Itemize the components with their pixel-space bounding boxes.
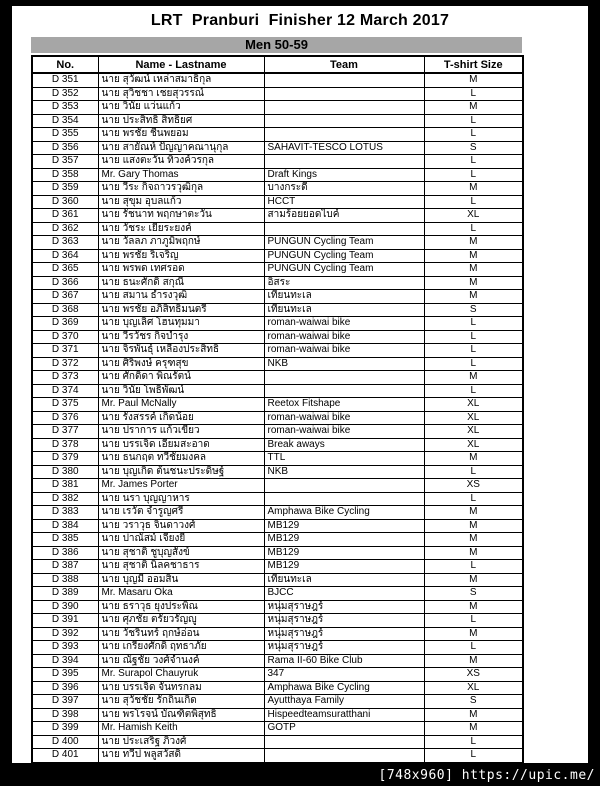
team-cell: อิสระ (264, 276, 424, 290)
no-cell: D 397 (32, 695, 98, 709)
name-cell: นาย ปาณัสม์ เจี้ยงยี่ (98, 533, 264, 547)
team-cell: MB129 (264, 560, 424, 574)
size-cell: L (424, 195, 523, 209)
table-row (32, 614, 523, 628)
table-row (32, 236, 523, 250)
team-cell: NKB (264, 465, 424, 479)
no-cell: D 365 (32, 263, 98, 277)
no-cell: D 364 (32, 249, 98, 263)
size-cell: L (424, 641, 523, 655)
no-cell: D 361 (32, 209, 98, 223)
name-cell: Mr. Hamish Keith (98, 722, 264, 736)
size-cell: M (424, 600, 523, 614)
name-cell: นาย สุวัชชัย รักถิ่นเกิด (98, 695, 264, 709)
size-cell: L (424, 168, 523, 182)
table-row (32, 708, 523, 722)
name-cell: นาย ศิริพงษ์ ครุฑสุข (98, 357, 264, 371)
size-cell: S (424, 141, 523, 155)
size-cell: M (424, 627, 523, 641)
size-cell: XL (424, 425, 523, 439)
col-header-team: Team (264, 56, 424, 73)
table-row (32, 128, 523, 142)
team-cell: Hispeedteamsuratthani (264, 708, 424, 722)
team-cell (264, 371, 424, 385)
size-cell: M (424, 519, 523, 533)
team-cell: roman-waiwai bike (264, 344, 424, 358)
table-row (32, 533, 523, 547)
table-row (32, 276, 523, 290)
table-row (32, 357, 523, 371)
team-cell: SAHAVIT-TESCO LOTUS (264, 141, 424, 155)
no-cell: D 382 (32, 492, 98, 506)
name-cell: นาย บรรเจิด จันทรกลม (98, 681, 264, 695)
no-cell: D 371 (32, 344, 98, 358)
name-cell: นาย สายัณห์ ปัญญาคณานุกุล (98, 141, 264, 155)
table-row (32, 290, 523, 304)
no-cell: D 390 (32, 600, 98, 614)
size-cell: L (424, 317, 523, 331)
size-cell: M (424, 722, 523, 736)
team-cell (264, 114, 424, 128)
name-cell: นาย พรโรจน์ บัณฑิตพิสุทธิ์ (98, 708, 264, 722)
team-cell: MB129 (264, 519, 424, 533)
size-cell: L (424, 155, 523, 169)
size-cell: XL (424, 209, 523, 223)
table-row (32, 114, 523, 128)
size-cell: XS (424, 668, 523, 682)
name-cell: นาย บุญมี ออมสิน (98, 573, 264, 587)
category-header: Men 50-59 (31, 37, 522, 53)
team-cell: roman-waiwai bike (264, 317, 424, 331)
team-cell: เทียนทะเล (264, 573, 424, 587)
team-cell: HCCT (264, 195, 424, 209)
team-cell: บางกระดี่ (264, 182, 424, 196)
no-cell: D 356 (32, 141, 98, 155)
name-cell: นาย ธนะศักดิ์ สกุณี (98, 276, 264, 290)
no-cell: D 379 (32, 452, 98, 466)
name-cell: นาย ศักดิ์ดา พิณรัตน์ (98, 371, 264, 385)
size-cell: L (424, 357, 523, 371)
header-row (32, 56, 523, 73)
table-row (32, 87, 523, 101)
size-cell: XS (424, 479, 523, 493)
table-row (32, 668, 523, 682)
table-row (32, 452, 523, 466)
size-cell: M (424, 506, 523, 520)
team-cell: Reetox Fitshape (264, 398, 424, 412)
name-cell: นาย สุวัฒน์ เหล่าสมาธิกุล (98, 73, 264, 87)
no-cell: D 357 (32, 155, 98, 169)
table-row (32, 384, 523, 398)
team-cell: MB129 (264, 533, 424, 547)
table-row (32, 182, 523, 196)
size-cell: M (424, 236, 523, 250)
size-cell: L (424, 465, 523, 479)
size-cell: L (424, 114, 523, 128)
team-cell (264, 492, 424, 506)
name-cell: นาย ณัฐชัย วงศ์จำนงค์ (98, 654, 264, 668)
name-cell: นาย วราวุธ จินดาวงศ์ (98, 519, 264, 533)
table-row (32, 168, 523, 182)
size-cell: XL (424, 438, 523, 452)
size-cell: S (424, 587, 523, 601)
name-cell: นาย สุชาติ นิลคชาธาร (98, 560, 264, 574)
name-cell: นาย นรา บุญญาหาร (98, 492, 264, 506)
table-row (32, 519, 523, 533)
table-row (32, 546, 523, 560)
name-cell: นาย วินัย แว่นแก้ว (98, 101, 264, 115)
table-row (32, 101, 523, 115)
no-cell: D 377 (32, 425, 98, 439)
team-cell: Break aways (264, 438, 424, 452)
table-row (32, 749, 523, 763)
no-cell: D 370 (32, 330, 98, 344)
table-row (32, 600, 523, 614)
table-row (32, 371, 523, 385)
team-cell (264, 73, 424, 87)
size-cell: M (424, 533, 523, 547)
team-cell: PUNGUN Cycling Team (264, 249, 424, 263)
size-cell: XL (424, 411, 523, 425)
team-cell (264, 155, 424, 169)
name-cell: นาย วีระ กิจถาวรวุฒิกุล (98, 182, 264, 196)
no-cell: D 386 (32, 546, 98, 560)
name-cell: นาย ทวีป พลูสวัสดิ์ (98, 749, 264, 763)
name-cell: นาย รัชนาท พฤกษาตะวัน (98, 209, 264, 223)
team-cell: Rama II-60 Bike Club (264, 654, 424, 668)
size-cell: S (424, 695, 523, 709)
size-cell: L (424, 614, 523, 628)
team-cell: MB129 (264, 546, 424, 560)
no-cell: D 372 (32, 357, 98, 371)
table-row (32, 263, 523, 277)
team-cell: หนุ่มสุราษฎร์ (264, 600, 424, 614)
table-row (32, 195, 523, 209)
name-cell: Mr. Surapol Chauyruk (98, 668, 264, 682)
name-cell: นาย วัชระ เยียระยงค์ (98, 222, 264, 236)
size-cell: M (424, 101, 523, 115)
name-cell: นาย เกรียงศักดิ์ ฤทธาภัย (98, 641, 264, 655)
no-cell: D 399 (32, 722, 98, 736)
no-cell: D 367 (32, 290, 98, 304)
size-cell: XL (424, 398, 523, 412)
name-cell: นาย วัชรินทร์ ฤกษ์อ่อน (98, 627, 264, 641)
no-cell: D 359 (32, 182, 98, 196)
no-cell: D 400 (32, 735, 98, 749)
team-cell: roman-waiwai bike (264, 425, 424, 439)
no-cell: D 393 (32, 641, 98, 655)
no-cell: D 381 (32, 479, 98, 493)
col-header-size: T-shirt Size (424, 56, 523, 73)
size-cell: L (424, 492, 523, 506)
name-cell: นาย รังสรรค์ เกิดน้อย (98, 411, 264, 425)
size-cell: L (424, 384, 523, 398)
size-cell: M (424, 263, 523, 277)
name-cell: นาย พรชัย ชื่นพยอม (98, 128, 264, 142)
no-cell: D 394 (32, 654, 98, 668)
no-cell: D 391 (32, 614, 98, 628)
name-cell: นาย จิรพันธุ์ เหลืองประสิทธิ์ (98, 344, 264, 358)
team-cell: สามร้อยยอดไบค์ (264, 209, 424, 223)
size-cell: M (424, 73, 523, 87)
no-cell: D 396 (32, 681, 98, 695)
team-cell: Draft Kings (264, 168, 424, 182)
name-cell: นาย สุวิชชา เชยสุวรรณ์ (98, 87, 264, 101)
team-cell: หนุ่มสุราษฎร์ (264, 641, 424, 655)
team-cell: เทียนทะเล (264, 303, 424, 317)
team-cell (264, 749, 424, 763)
no-cell: D 395 (32, 668, 98, 682)
col-header-name: Name - Lastname (98, 56, 264, 73)
table-row (32, 627, 523, 641)
team-cell (264, 735, 424, 749)
name-cell: Mr. James Porter (98, 479, 264, 493)
table-row (32, 479, 523, 493)
size-cell: M (424, 573, 523, 587)
table-row (32, 222, 523, 236)
team-cell (264, 222, 424, 236)
size-cell: M (424, 708, 523, 722)
col-header-no: No. (32, 56, 98, 73)
table-row (32, 465, 523, 479)
team-cell: Amphawa Bike Cycling (264, 506, 424, 520)
team-cell: BJCC (264, 587, 424, 601)
name-cell: นาย วีรวัชร กิจบำรุง (98, 330, 264, 344)
table-row (32, 506, 523, 520)
finisher-table (31, 55, 524, 764)
no-cell: D 384 (32, 519, 98, 533)
no-cell: D 368 (32, 303, 98, 317)
team-cell (264, 128, 424, 142)
results-page (12, 6, 588, 763)
name-cell: Mr. Paul McNally (98, 398, 264, 412)
no-cell: D 373 (32, 371, 98, 385)
no-cell: D 366 (32, 276, 98, 290)
table-row (32, 141, 523, 155)
table-row (32, 330, 523, 344)
size-cell: L (424, 128, 523, 142)
name-cell: นาย สุขุม อุบลแก้ว (98, 195, 264, 209)
table-row (32, 249, 523, 263)
size-cell: L (424, 87, 523, 101)
name-cell: นาย พรชัย อภิสิทธิ์มนตรี (98, 303, 264, 317)
table-row (32, 317, 523, 331)
no-cell: D 358 (32, 168, 98, 182)
size-cell: L (424, 560, 523, 574)
team-cell: หนุ่มสุราษฎร์ (264, 614, 424, 628)
name-cell: นาย ประเสริฐ ภิวงศ์ (98, 735, 264, 749)
name-cell: นาย วินัย โพธิพัฒน์ (98, 384, 264, 398)
no-cell: D 375 (32, 398, 98, 412)
team-cell (264, 479, 424, 493)
no-cell: D 389 (32, 587, 98, 601)
table-row (32, 344, 523, 358)
no-cell: D 378 (32, 438, 98, 452)
team-cell: TTL (264, 452, 424, 466)
watermark: [748x960] https://upic.me/ (378, 768, 595, 783)
name-cell: นาย ประสิทธิ์ สิทธิยศ (98, 114, 264, 128)
table-container (31, 37, 522, 764)
team-cell: 347 (264, 668, 424, 682)
size-cell: L (424, 222, 523, 236)
no-cell: D 369 (32, 317, 98, 331)
team-cell: เทียนทะเล (264, 290, 424, 304)
no-cell: D 362 (32, 222, 98, 236)
table-row (32, 722, 523, 736)
no-cell: D 392 (32, 627, 98, 641)
table-row (32, 209, 523, 223)
name-cell: นาย บุญเกิด ต้นชนะประดิษฐ์ (98, 465, 264, 479)
size-cell: M (424, 276, 523, 290)
table-row (32, 303, 523, 317)
table-row (32, 641, 523, 655)
no-cell: D 401 (32, 749, 98, 763)
no-cell: D 355 (32, 128, 98, 142)
team-cell: หนุ่มสุราษฎร์ (264, 627, 424, 641)
name-cell: นาย เรวัต จำรูญศรี (98, 506, 264, 520)
table-row (32, 560, 523, 574)
no-cell: D 374 (32, 384, 98, 398)
table-row (32, 735, 523, 749)
team-cell: roman-waiwai bike (264, 411, 424, 425)
size-cell: XL (424, 681, 523, 695)
size-cell: M (424, 546, 523, 560)
no-cell: D 398 (32, 708, 98, 722)
no-cell: D 388 (32, 573, 98, 587)
no-cell: D 385 (32, 533, 98, 547)
size-cell: L (424, 330, 523, 344)
table-row (32, 654, 523, 668)
table-row (32, 573, 523, 587)
no-cell: D 387 (32, 560, 98, 574)
table-row (32, 398, 523, 412)
name-cell: นาย บรรเจิด เอี่ยมสะอาด (98, 438, 264, 452)
size-cell: M (424, 654, 523, 668)
table-row (32, 695, 523, 709)
no-cell: D 380 (32, 465, 98, 479)
name-cell: นาย สมาน ธำรงวุฒิ (98, 290, 264, 304)
name-cell: นาย พรพด เทศรอด (98, 263, 264, 277)
size-cell: L (424, 749, 523, 763)
team-cell (264, 384, 424, 398)
table-row (32, 587, 523, 601)
name-cell: นาย แสงตะวัน ทิวงค์วรกุล (98, 155, 264, 169)
table-row (32, 411, 523, 425)
name-cell: นาย ปราการ แก้วเขียว (98, 425, 264, 439)
table-row (32, 438, 523, 452)
size-cell: M (424, 249, 523, 263)
no-cell: D 354 (32, 114, 98, 128)
size-cell: M (424, 371, 523, 385)
size-cell: L (424, 735, 523, 749)
team-cell: roman-waiwai bike (264, 330, 424, 344)
name-cell: Mr. Masaru Oka (98, 587, 264, 601)
size-cell: M (424, 452, 523, 466)
team-cell (264, 101, 424, 115)
no-cell: D 360 (32, 195, 98, 209)
no-cell: D 351 (32, 73, 98, 87)
name-cell: นาย ธราวุธ ยุงประพิณ (98, 600, 264, 614)
team-cell: NKB (264, 357, 424, 371)
table-row (32, 73, 523, 87)
table-row (32, 681, 523, 695)
table-row (32, 492, 523, 506)
table-row (32, 155, 523, 169)
team-cell: Ayutthaya Family (264, 695, 424, 709)
team-cell: Amphawa Bike Cycling (264, 681, 424, 695)
name-cell: นาย ธนกฤต ทวีชัยมงคล (98, 452, 264, 466)
no-cell: D 363 (32, 236, 98, 250)
size-cell: M (424, 182, 523, 196)
name-cell: Mr. Gary Thomas (98, 168, 264, 182)
name-cell: นาย วัลลภ ภาภูมิพฤกษ์ (98, 236, 264, 250)
no-cell: D 353 (32, 101, 98, 115)
no-cell: D 376 (32, 411, 98, 425)
size-cell: S (424, 303, 523, 317)
team-cell: GOTP (264, 722, 424, 736)
size-cell: L (424, 344, 523, 358)
team-cell: PUNGUN Cycling Team (264, 236, 424, 250)
name-cell: นาย บุญเลิศ โฮนทุมมา (98, 317, 264, 331)
team-cell: PUNGUN Cycling Team (264, 263, 424, 277)
name-cell: นาย ศุภชัย ตรัยวรัญญู (98, 614, 264, 628)
size-cell: M (424, 290, 523, 304)
table-row (32, 425, 523, 439)
name-cell: นาย พรชัย ริเจริญ (98, 249, 264, 263)
no-cell: D 383 (32, 506, 98, 520)
team-cell (264, 87, 424, 101)
page-title: LRT Pranburi Finisher 12 March 2017 (150, 12, 450, 29)
name-cell: นาย สุชาติ ชูบุญสังข์ (98, 546, 264, 560)
no-cell: D 352 (32, 87, 98, 101)
